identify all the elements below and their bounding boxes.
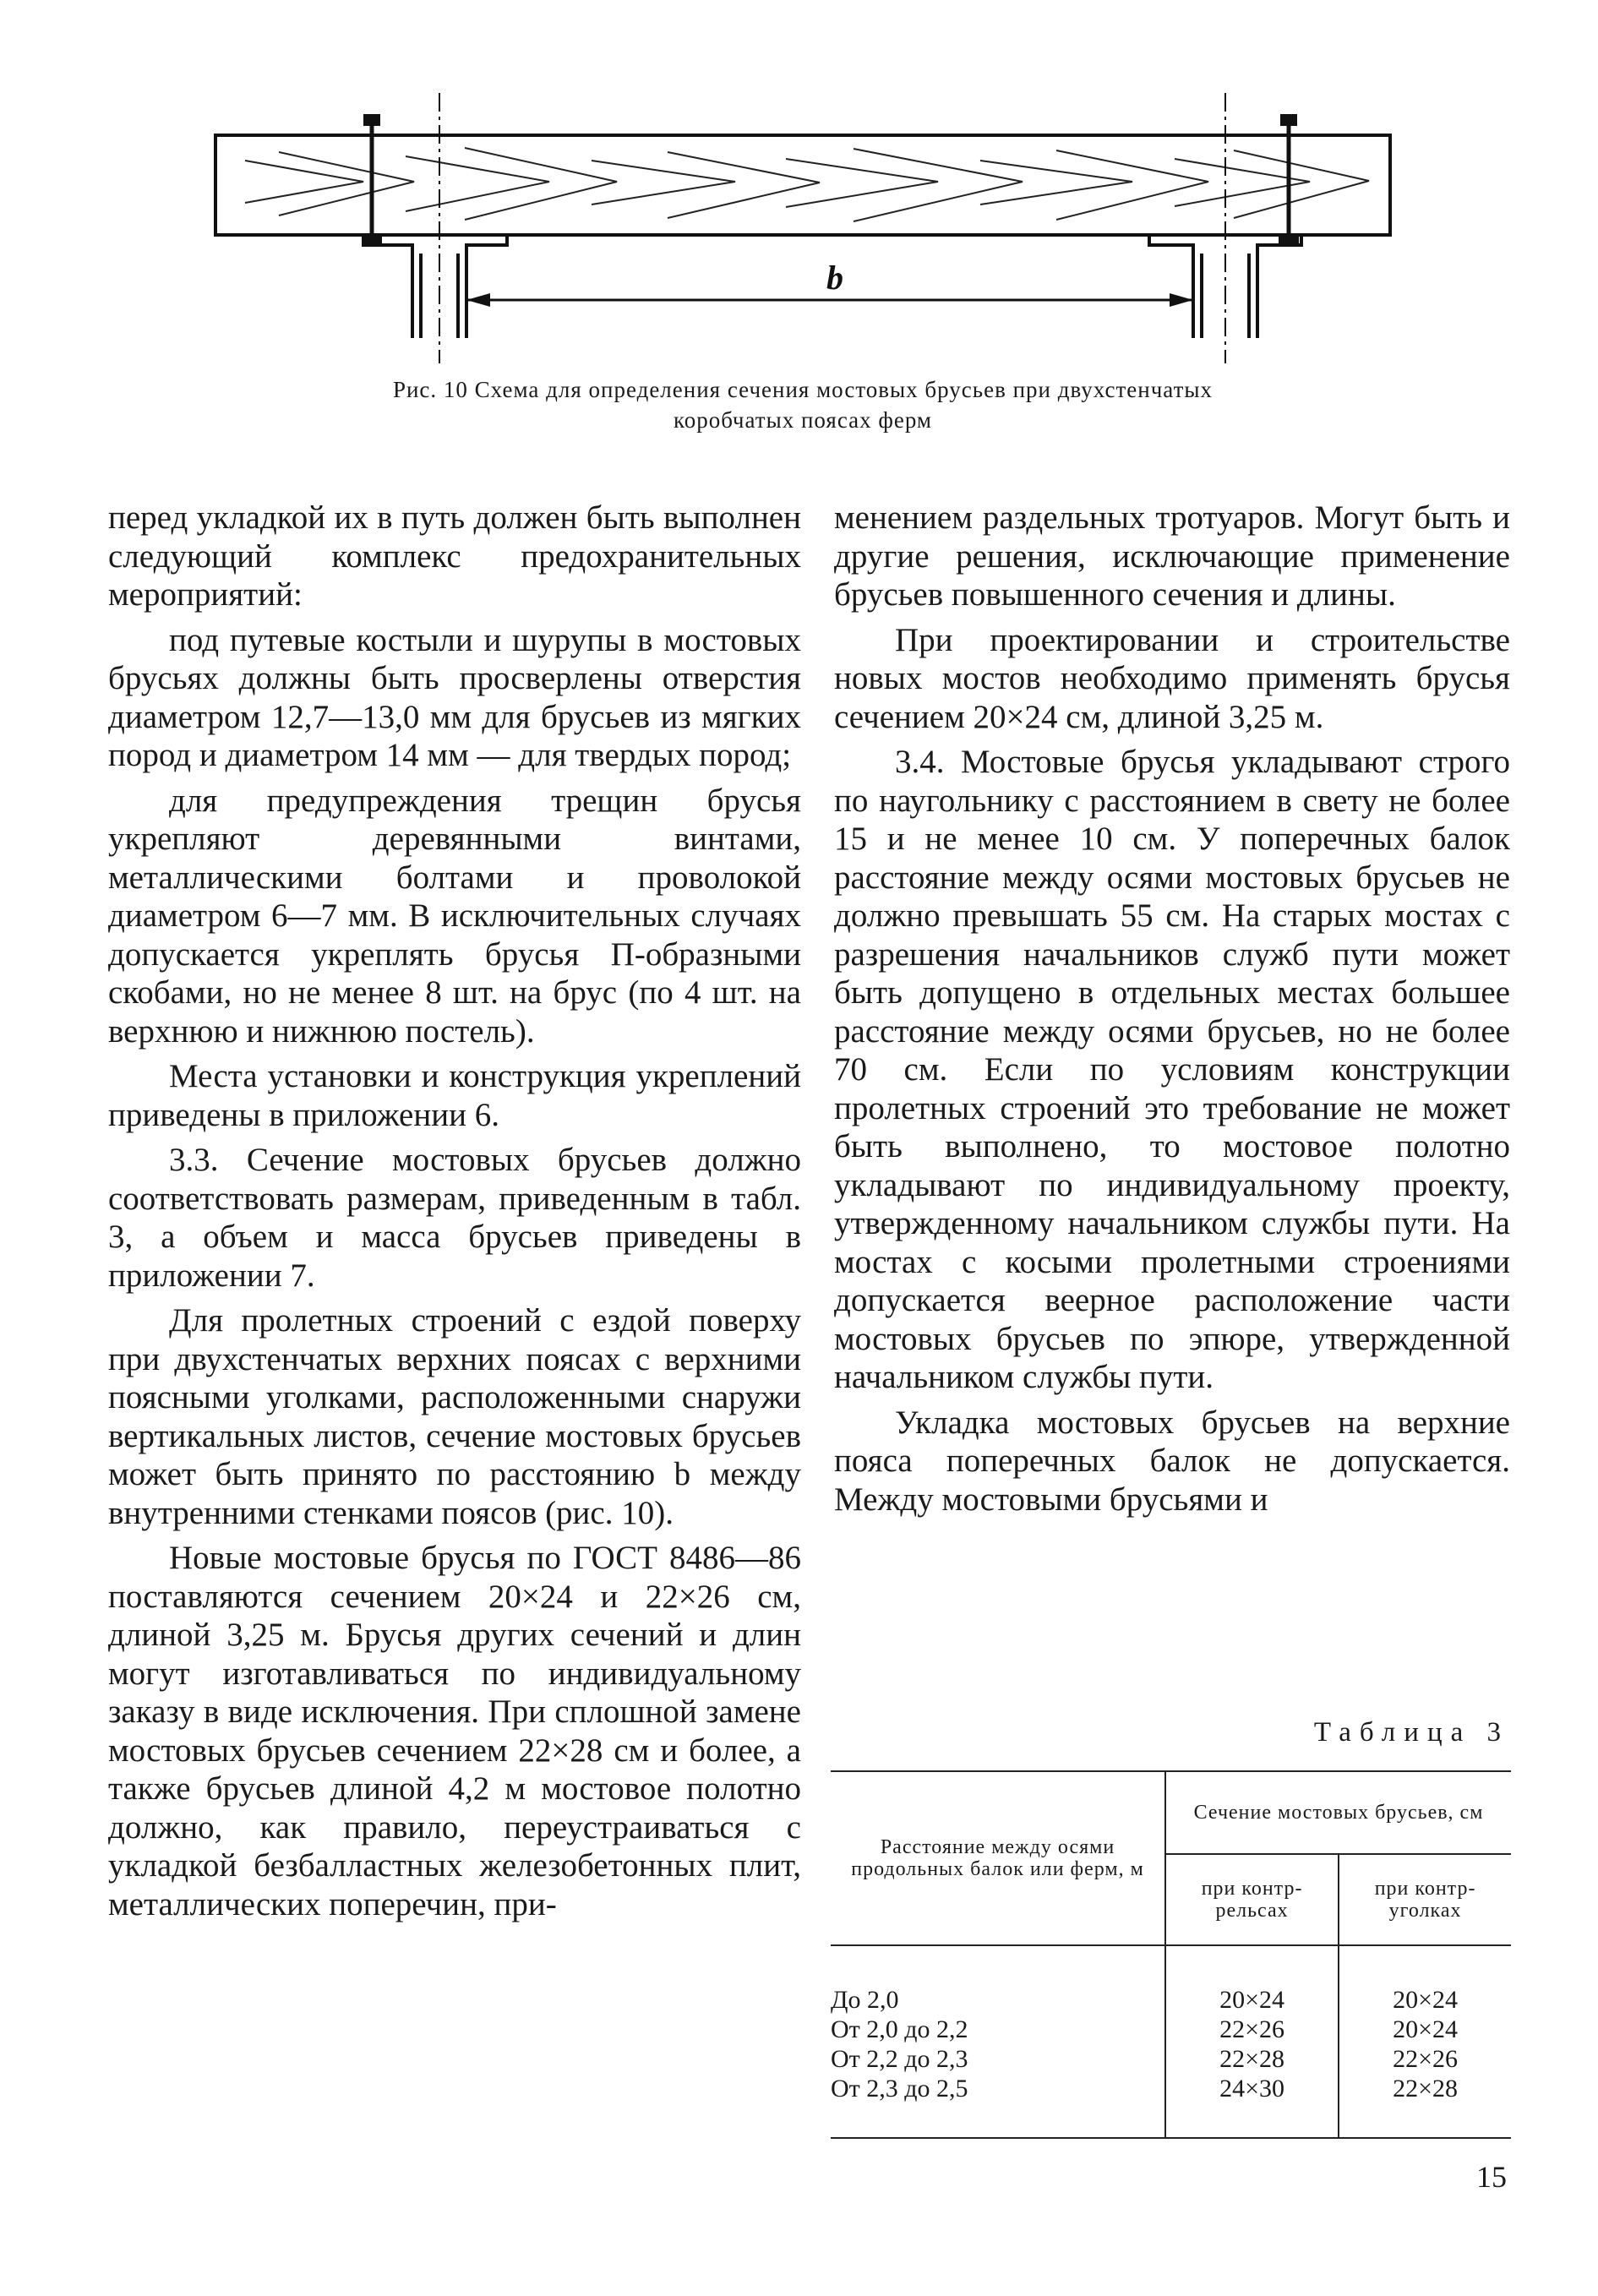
header-kontr-rels: при контр-рельсах <box>1165 1854 1339 1945</box>
table-column-kontr-ugol <box>1339 1945 1511 2138</box>
caption-line-1: Рис. 10 Схема для определения сечения мостовых брусьев при двухстенчатых <box>392 377 1213 402</box>
caption-line-2: коробчатых поясах ферм <box>673 407 933 433</box>
section-table <box>831 1770 1511 2139</box>
left-paragraph-6: Для пролетных строений с ездой поверху при двухстенчатых верхних поясах с верхними поясными уголками, расположенными снаружи вертикальных листов, сечение мостовых брусьев может быть принято по расстоянию b между внутренними стенками поясов (рис. 10). <box>108 1302 801 1531</box>
bridge-timber-diagram <box>194 93 1411 372</box>
page-number: 15 <box>1476 2160 1507 2194</box>
table-cell-kontr-ugol: 22×26 <box>1393 2045 1459 2073</box>
table-column-ranges <box>831 1945 1165 2138</box>
table-cell-kontr-rels: 22×28 <box>1219 2045 1285 2073</box>
table-label: Таблица 3 <box>1313 1717 1509 1748</box>
left-paragraph-2: под путевые костыли и шурупы в мостовых брусьях должны быть просверлены отверстия диаметром 12,7—13,0 мм для брусьев из мягких пород и диаметром 14 мм — для твердых пород; <box>108 621 801 773</box>
left-paragraph-4: Места установки и конструкция укреплений приведены в приложении 6. <box>108 1058 801 1133</box>
table-cell-kontr-rels: 24×30 <box>1219 2075 1285 2102</box>
table-cell-kontr-ugol: 20×24 <box>1393 1986 1459 2014</box>
right-paragraph-3: 3.4. Мостовые брусья укладывают строго по наугольнику с расстоянием в свету не более 15 и не менее 10 см. У поперечных балок расстояние между осями мостовых брусьев не должно превышать 55 см. На старых мостах с разрешения начальников служб пути может быть допущено в отдельных местах большее расстояние между осями брусьев, но не более 70 см. Если по условиям конструкции пролетных строений это требование не может быть выполнено, то мостовое полотно укладывают по индивидуальному проекту, утвержденному начальником службы пути. На мостах с косыми пролетными строениями допускается веерное расположение части мостовых брусьев по эпюре, утвержденной начальником службы пути. <box>834 744 1510 1395</box>
left-paragraph-1: перед укладкой их в путь должен быть выполнен следующий комплекс предохранительных мероприятий: <box>108 499 801 613</box>
table-column-kontr-rels <box>1165 1945 1339 2138</box>
header-section-group: Сечение мостовых брусьев, см <box>1165 1771 1511 1854</box>
right-paragraph-2: При проектировании и строительстве новых мостов необходимо применять брусья сечением 20×24 см, длиной 3,25 м. <box>834 621 1510 735</box>
left-column <box>108 499 801 1923</box>
header-distance: Расстояние между осями продольных балок или ферм, м <box>831 1771 1165 1945</box>
table-cell-kontr-ugol: 22×28 <box>1393 2075 1459 2102</box>
figure-10 <box>194 93 1411 372</box>
table-cell-kontr-rels: 22×26 <box>1219 2015 1285 2043</box>
table-3 <box>831 1770 1511 2139</box>
right-paragraph-1: менением раздельных тротуаров. Могут быть и другие решения, исключающие применение брусьев повышенного сечения и длины. <box>834 499 1510 613</box>
table-cell-kontr-rels: 20×24 <box>1219 1986 1285 2014</box>
table-cell-range: От 2,0 до 2,2 <box>831 2015 968 2043</box>
left-paragraph-7: Новые мостовые брусья по ГОСТ 8486—86 поставляются сечением 20×24 и 22×26 см, длиной 3,25 м. Брусья других сечений и длин могут изготавливаться по индивидуальному заказу в виде исключения. При сплошной замене мостовых брусьев сечением 22×28 см и более, а также брусьев длиной 4,2 м мостовое полотно должно, как правило, переустраиваться с укладкой безбалластных железобетонных плит, металлических поперечин, при- <box>108 1540 801 1922</box>
table-cell-kontr-ugol: 20×24 <box>1393 2015 1459 2043</box>
table-cell-range: От 2,3 до 2,5 <box>831 2075 968 2102</box>
header-kontr-ugol: при контр-уголках <box>1339 1854 1511 1945</box>
table-cell-range: До 2,0 <box>831 1986 899 2014</box>
table-cell-range: От 2,2 до 2,3 <box>831 2045 968 2073</box>
right-column <box>834 499 1510 1519</box>
dimension-b-label: b <box>826 259 843 297</box>
left-paragraph-3: для предупреждения трещин брусья укрепляют деревянными винтами, металлическими болтами и проволокой диаметром 6—7 мм. В исключительных случаях допускается укреплять брусья П-образными скобами, но не менее 8 шт. на брус (по 4 шт. на верхнюю и нижнюю постель). <box>108 782 801 1050</box>
figure-caption <box>169 374 1437 435</box>
right-paragraph-4: Укладка мостовых брусьев на верхние пояса поперечных балок не допускается. Между мостовыми брусьями и <box>834 1404 1510 1518</box>
left-paragraph-5: 3.3. Сечение мостовых брусьев должно соответствовать размерам, приведенным в табл. 3, а объем и масса брусьев приведены в приложении 7. <box>108 1142 801 1294</box>
